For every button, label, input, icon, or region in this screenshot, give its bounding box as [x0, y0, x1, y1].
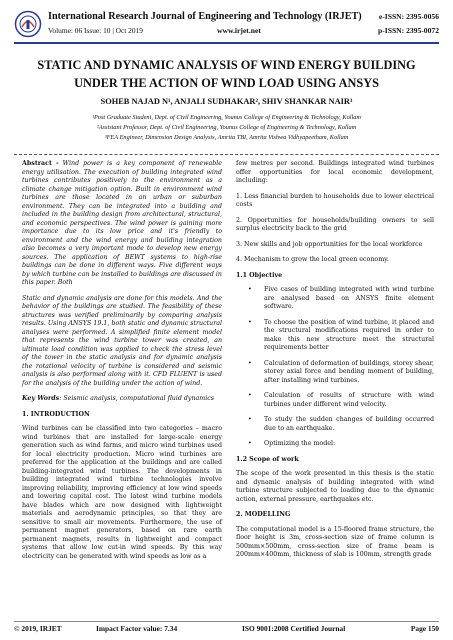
volume-issue: Volume: 06 Issue: 10 | Oct 2019: [48, 26, 143, 35]
header-rule: [14, 42, 439, 44]
abstract-text: Wind power is a key component of renewable energy utilisation. The execution of building integrated wind turbines contributes positively to the environment as a climate change mitigation option. Built in environment wind turbines are those located in an urban or suburban environment. They can be integrated into a building and included in the building design from architectural, structural, and economic perspectives. The wind power is gaining more importance due to its low price and it's friendly to environment and the wind energy and building integration also becomes a very important mode to develop new energy sources. The application of BEWT systems to high-rise buildings can be done in different ways. Five different ways by which turbine can be installed to buildings are discussed in this paper. Both: [22, 160, 222, 286]
journal-website-link[interactable]: www.irjet.net: [217, 26, 261, 35]
intro-text: Wind turbines can be classified into two categories – macro wind turbines that are installed for large-scale energy generation such as wind farms, and micro wind turbines used for local electricity production. Micro wind turbines are preferred for the application at the buildings and are called building-integrated wind turbines. The developments in building integrated wind turbine technologies involve improving reliability, improving efficiency at low wind speeds and lowering capital cost. The latest wind turbine models have blades which are now designed with lightweight materials and aerodynamic principles, so that they are sensitive to small air movements. Furthermore, the use of permanent magnet generators, based on rare earth permanent magnets, results in lightweight and compact systems that allow low cut-in wind speeds. By this way electricity can be generated with wind speeds as low as a: [22, 425, 222, 560]
footer-rule: [14, 621, 439, 622]
scope-text: The scope of the work presented in this thesis is the static and dynamic analysis of building integrated with wind turbine structure subjected to loading due to the dynamic action, external pressure, earthquakes etc.: [236, 470, 434, 503]
list-item: 2. Opportunities for households/building owners to sell surplus electricity back to the grid: [236, 216, 434, 232]
objective-heading: 1.1 Objective: [236, 271, 283, 279]
objective-item: • To study the sudden changes of building occurred due to an earthquake.: [236, 416, 434, 433]
objective-item: • To choose the position of wind turbine, it placed and the structural modifications required in order to make this new structure meet the structural requirements better: [236, 319, 434, 353]
page-footer: [14, 624, 439, 636]
footer-page-number: Page 150: [410, 624, 439, 633]
abstract: [22, 160, 222, 288]
affiliation-1: ¹Post Graduate Student, Dept. of Civil Engineering, Younus College of Engineering & Technology, Kollam: [92, 114, 361, 121]
eissn: e-ISSN: 2395-0056: [378, 12, 439, 21]
modelling-text: The computational model is a 15-floored frame structure, the floor height is 3m, cross-section size of frame column is 500mm×500mm, cross-section size of frame beam is 200mm×400mm, thickness of slab is 100mm, strength grade: [236, 525, 434, 558]
objective-item: • Optimizing the model:: [236, 440, 434, 449]
objective-item: • Five cases of building integrated with wind turbine are analysed based on ANSYS finite element software.: [236, 286, 434, 312]
pissn: p-ISSN: 2395-0072: [378, 26, 439, 35]
footer-copyright: © 2019, IRJET: [14, 624, 62, 633]
keywords-text: : Seismic analysis, computational fluid dynamics: [59, 395, 215, 402]
affiliation-3: ³FEA Engineer, Dimension Design Analysis, Amrita TBI, Amrita Vishwa Vidhyapeetham, Kollam: [104, 134, 349, 141]
footer-impact-factor: Impact Factor value: 7.34: [96, 624, 178, 633]
objective-item: • Calculation of results of structure with wind turbines under different wind velocity.: [236, 392, 434, 409]
list-item: 4. Mechanism to grow the local green economy.: [236, 256, 389, 263]
objective-item: • Calculation of deformation of buildings, storey shear, storey axial force and bending moment of building, after installing wind turbines.: [236, 360, 434, 386]
left-column: [22, 160, 222, 568]
keywords: [22, 395, 222, 404]
journal-name: International Research Journal of Engineering and Technology (IRJET): [48, 11, 362, 22]
section-separator: [14, 154, 439, 155]
list-item: 1. Less financial burden to households due to lower electrical costs: [236, 192, 434, 208]
right-column: [236, 160, 434, 567]
journal-header: [14, 10, 439, 40]
abstract-continued: Static and dynamic analysis are done for this models. And the behavior of the buildings are studied. The feasibility of these structures was verified preliminarily by comparing analysis results. Using ANSYS 19.1, both static and dynamic structural analyses were performed. A simplified finite element model that represents the wind turbine tower was created, an ultimate load condition was applied to check the stress level of the tower in the static analysis and for dynamic analysis the rotational velocity of turbine is considered and seismic analysis is also performed along with it. CFD FLUENT is used for the analysis of the building under the action of wind.: [22, 294, 222, 387]
keywords-label: Key Words: [22, 395, 60, 402]
list-item: 3. New skills and job opportunities for the local workforce: [236, 240, 423, 248]
abstract-label: Abstract -: [22, 160, 59, 167]
scope-heading: 1.2 Scope of work: [236, 455, 299, 463]
intro-heading: 1. INTRODUCTION: [22, 410, 90, 418]
modelling-heading: 2. MODELLING: [236, 511, 291, 518]
affiliation-2: ²Assistant Professor, Dept. of Civil Engineering, Younus College of Engineering & Technology, Kollam: [96, 124, 357, 131]
paper-title: STATIC AND DYNAMIC ANALYSIS OF WIND ENERGY BUILDING UNDER THE ACTION OF WIND LOAD USING ANSYS: [37, 58, 416, 90]
intro-continued: few metres per second. Buildings integrated wind turbines offer opportunities for local economic development, including:: [236, 160, 434, 184]
footer-iso: ISO 9001:2008 Certified Journal: [242, 624, 346, 633]
irjet-logo-icon: [14, 10, 42, 38]
paper-authors: SOHEB NAJAD N¹, ANJALI SUDHAKAR², SHIV SHANKAR NAIR³: [100, 97, 353, 106]
